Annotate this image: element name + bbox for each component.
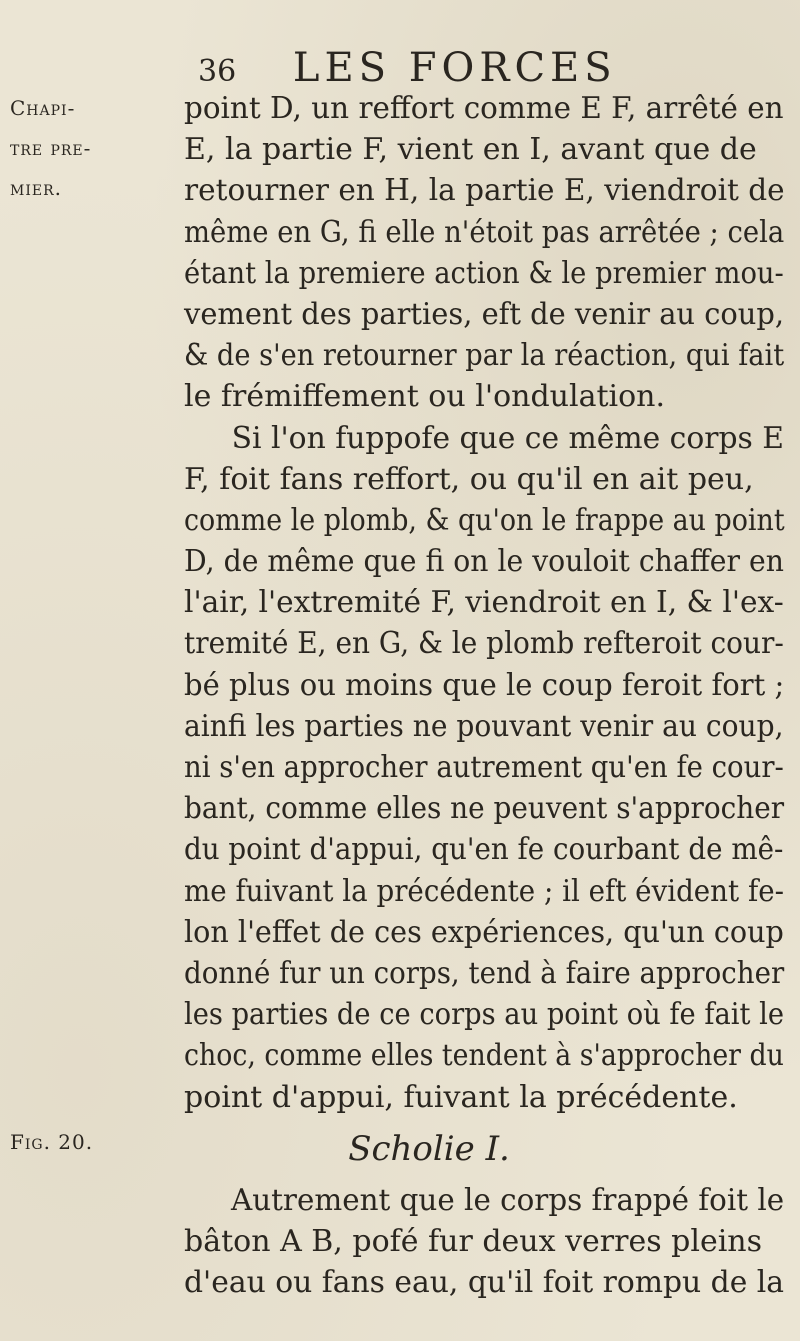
text-line: E, la partie F, vient en I, avant que de <box>184 132 757 168</box>
text-line: bant, comme elles ne peuvent s'approcher <box>184 791 785 827</box>
text-line: F, foit fans reffort, ou qu'il en ait peu, <box>184 461 754 497</box>
text-line: lon l'effet de ces expériences, qu'un coup <box>184 914 784 950</box>
main-text <box>184 88 784 1303</box>
paragraph-first-line: Si l'on fuppofe que ce même corps E <box>231 420 784 456</box>
text-line: d'eau ou fans eau, qu'il foit rompu de la <box>184 1265 785 1301</box>
text-line: donné fur un corps, tend à faire approcher <box>184 955 785 991</box>
text-line: choc, comme elles tendent à s'approcher du <box>184 1038 784 1074</box>
text-line: comme le plomb, & qu'on le frappe au point <box>184 502 785 538</box>
text-line: étant la premiere action & le premier mou- <box>184 255 784 291</box>
running-title: LES FORCES <box>292 45 617 91</box>
margin-chapter-line: mier. <box>10 176 62 200</box>
figure-reference: Fig. 20. <box>10 1130 94 1154</box>
text-line: retourner en H, la partie E, viendroit de <box>184 173 785 209</box>
text-line: les parties de ce corps au point où fe fait le <box>184 997 784 1033</box>
margin-chapter-line: Chapi- <box>10 96 76 120</box>
text-line: ni s'en approcher autrement qu'en fe cour- <box>184 750 784 785</box>
text-line: point d'appui, fuivant la précédente. <box>184 1079 738 1115</box>
text-line: point D, un reffort comme E F, arrêté en <box>184 91 784 126</box>
text-line: tremité E, en G, & le plomb refteroit cour- <box>184 626 784 662</box>
scholie-heading: Scholie I. <box>348 1128 510 1169</box>
text-line: du point d'appui, qu'en fe courbant de mê- <box>184 832 784 868</box>
text-line: bâton A B, pofé fur deux verres pleins <box>184 1223 763 1259</box>
text-line: me fuivant la précédente ; il eft évident fe- <box>184 873 784 909</box>
text-line: ainfi les parties ne pouvant venir au coup, <box>184 708 784 744</box>
text-line: D, de même que fi on le vouloit chaffer en <box>184 544 784 580</box>
text-line: vement des parties, eft de venir au coup, <box>184 296 785 332</box>
margin-figure-ref <box>10 1122 178 1162</box>
text-line: même en G, fi elle n'étoit pas arrêtée ; cela <box>184 214 785 250</box>
margin-chapter-note <box>10 88 178 208</box>
text-line: l'air, l'extremité F, viendroit en I, & l'ex- <box>184 585 784 621</box>
paragraph-first-line: Autrement que le corps frappé foit le <box>230 1182 785 1218</box>
text-line: bé plus ou moins que le coup feroit fort ; <box>184 667 785 703</box>
text-line: & de s'en retourner par la réaction, qui fait <box>184 338 785 374</box>
text-line: le frémiffement ou l'ondulation. <box>184 379 666 415</box>
page-number: 36 <box>198 54 237 89</box>
page-header <box>198 44 758 92</box>
margin-chapter-line: tre pre- <box>10 136 92 160</box>
